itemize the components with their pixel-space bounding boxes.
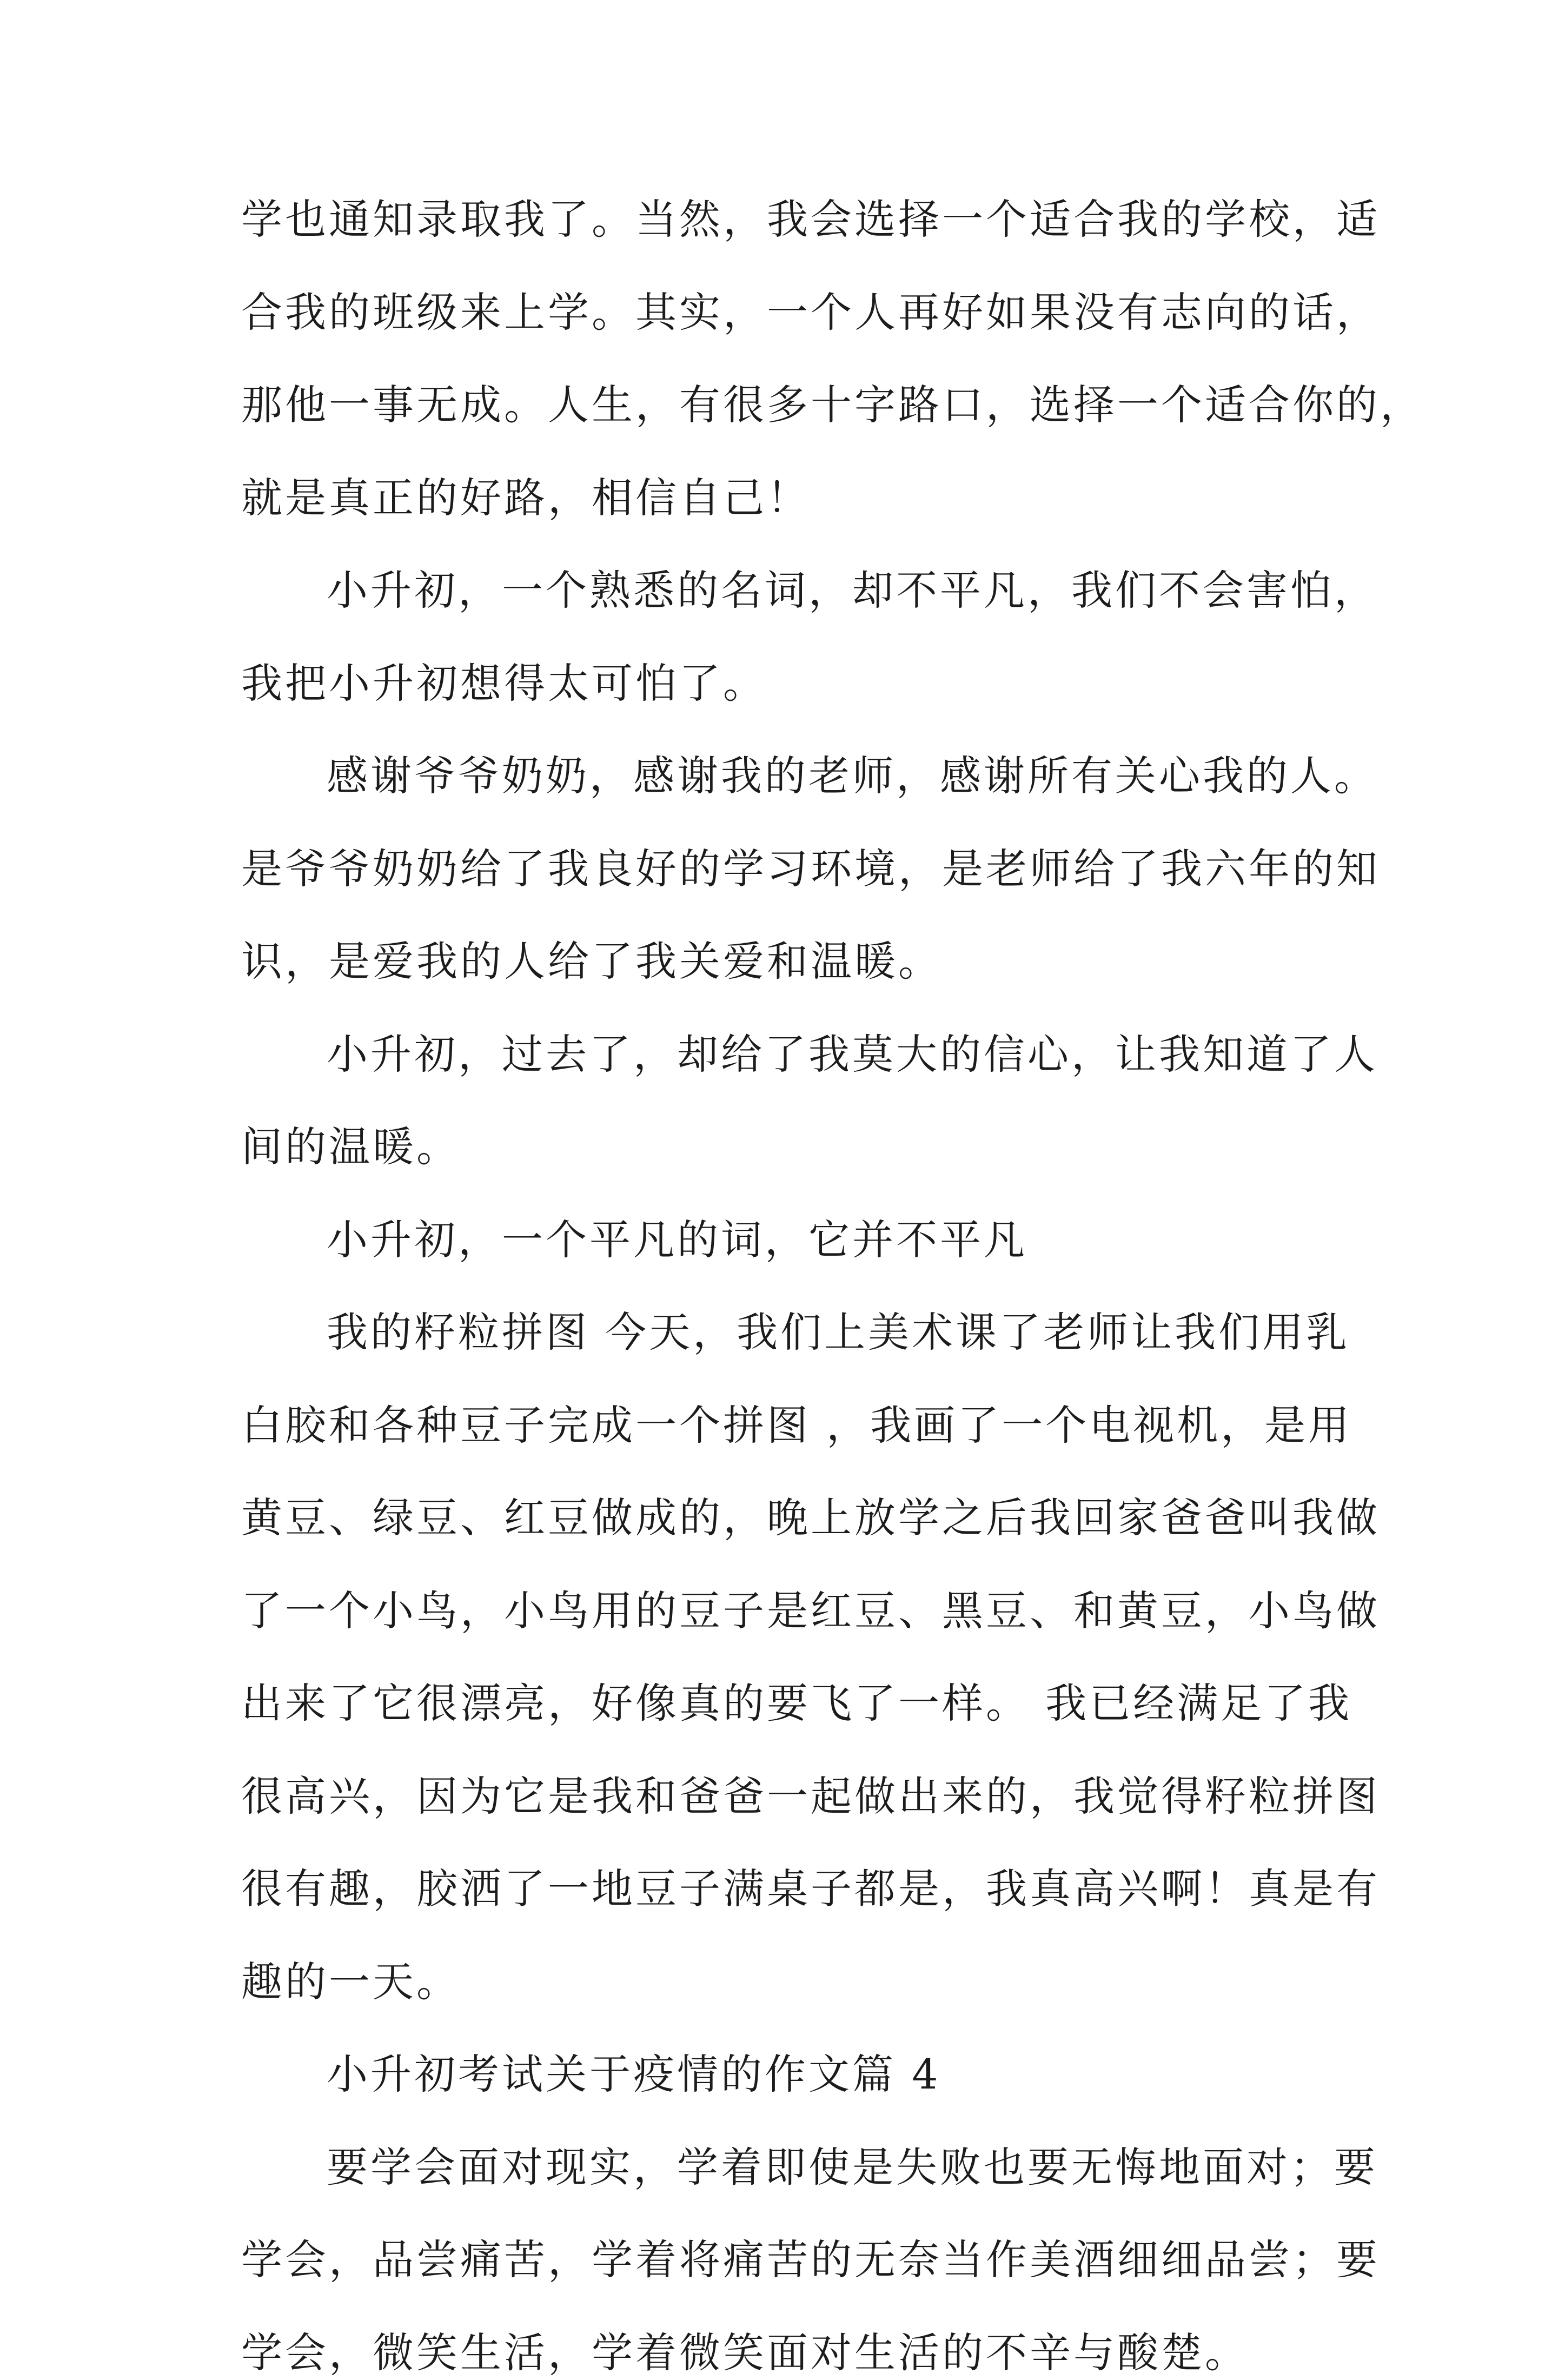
text-line: 是爷爷奶奶给了我良好的学习环境，是老师给了我六年的知: [241, 844, 1380, 893]
paragraph-first-line: 要学会面对现实，学着即使是失败也要无悔地面对；要: [327, 2143, 1378, 2191]
text-line: 趣的一天。: [241, 1957, 460, 2006]
text-line: 很有趣，胶洒了一地豆子满桌子都是，我真高兴啊！真是有: [241, 1865, 1380, 1913]
paragraph-first-line: 小升初考试关于疫情的作文篇 4: [327, 2050, 941, 2098]
text-line: 就是真正的好路，相信自己！: [241, 473, 811, 522]
paragraph-first-line: 小升初，过去了，却给了我莫大的信心，让我知道了人: [327, 1030, 1378, 1078]
paragraph-first-line: 小升初，一个熟悉的名词，却不平凡，我们不会害怕，: [327, 566, 1378, 614]
text-line: 黄豆、绿豆、红豆做成的，晚上放学之后我回家爸爸叫我做: [241, 1494, 1380, 1542]
text-line: 学会，品尝痛苦，学着将痛苦的无奈当作美酒细细品尝；要: [241, 2236, 1380, 2284]
text-line: 学也通知录取我了。当然，我会选择一个适合我的学校，适: [241, 195, 1380, 243]
text-line: 识，是爱我的人给了我关爱和温暖。: [241, 937, 942, 985]
text-line: 那他一事无成。人生，有很多十字路口，选择一个适合你的，: [241, 381, 1424, 429]
text-line: 学会，微笑生活，学着微笑面对生活的不辛与酸楚。: [241, 2328, 1249, 2377]
text-line: 合我的班级来上学。其实，一个人再好如果没有志向的话，: [241, 288, 1380, 336]
text-line: 我把小升初想得太可怕了。: [241, 659, 767, 707]
paragraph-first-line: 小升初，一个平凡的词，它并不平凡: [327, 1215, 1027, 1264]
paragraph-first-line: 感谢爷爷奶奶，感谢我的老师，感谢所有关心我的人。: [327, 752, 1378, 800]
text-line: 了一个小鸟，小鸟用的豆子是红豆、黑豆、和黄豆，小鸟做: [241, 1586, 1380, 1635]
text-line: 出来了它很漂亮，好像真的要飞了一样。 我已经满足了我: [241, 1679, 1352, 1727]
text-line: 很高兴，因为它是我和爸爸一起做出来的，我觉得籽粒拼图: [241, 1772, 1380, 1820]
paragraph-first-line: 我的籽粒拼图 今天，我们上美术课了老师让我们用乳: [327, 1308, 1350, 1356]
text-line: 间的温暖。: [241, 1123, 460, 1171]
text-line: 白胶和各种豆子完成一个拼图 ，我画了一个电视机，是用: [241, 1401, 1352, 1449]
